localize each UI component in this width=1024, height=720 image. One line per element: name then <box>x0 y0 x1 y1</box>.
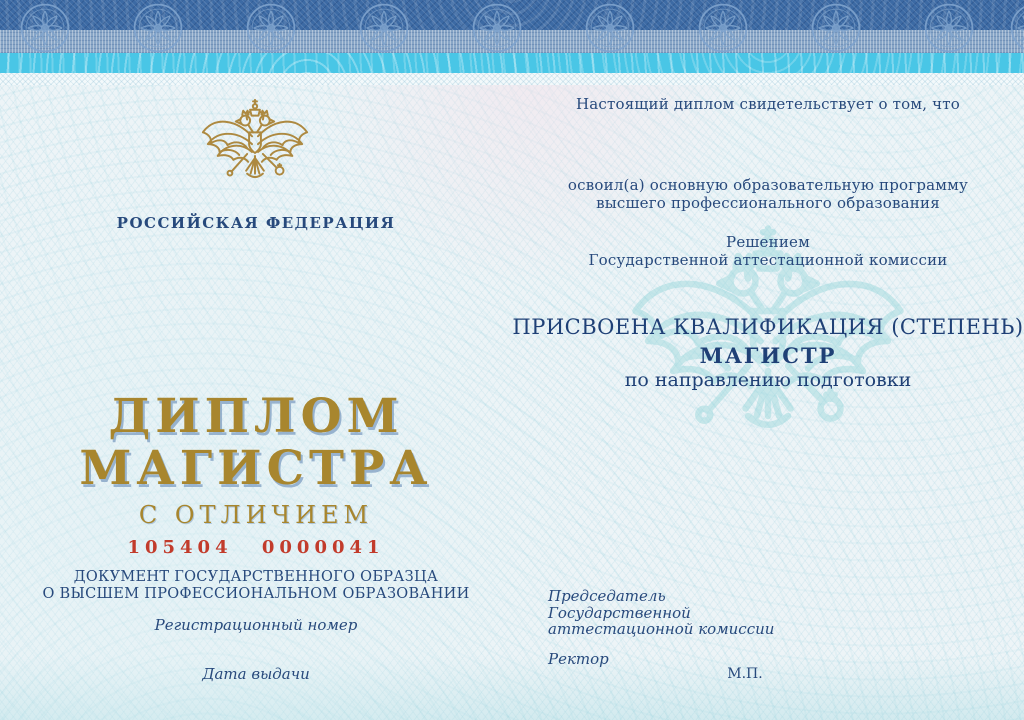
program-line1: освоил(а) основную образовательную программу <box>567 176 969 194</box>
doc-type-line2: О ВЫСШЕМ ПРОФЕССИОНАЛЬНОМ ОБРАЗОВАНИИ <box>42 586 470 602</box>
statement-line: Настоящий диплом свидетельствует о том, что <box>575 95 961 113</box>
diploma-title-line2: МАГИСТРА <box>79 441 433 496</box>
diploma-title-line1: ДИПЛОМ <box>108 389 404 444</box>
registration-number-label: Регистрационный номер <box>154 616 358 634</box>
rosette-ornament-band <box>0 0 1024 60</box>
issue-date-label: Дата выдачи <box>202 665 310 683</box>
rector-label: Ректор <box>548 650 609 668</box>
serial-number: 105404 0000041 <box>127 537 385 558</box>
decision-line2: Государственной аттестационной комиссии <box>588 251 948 269</box>
russia-coat-of-arms-icon <box>196 96 314 208</box>
doc-type-line1: ДОКУМЕНТ ГОСУДАРСТВЕННОГО ОБРАЗЦА <box>73 569 439 585</box>
program-line2: высшего профессионального образования <box>596 194 940 212</box>
chairman-label-line1: Председатель <box>548 587 666 605</box>
chairman-label-line2: Государственной <box>548 604 691 622</box>
honors-line: С ОТЛИЧИЕМ <box>138 501 374 529</box>
chairman-label-line3: аттестационной комиссии <box>548 620 775 638</box>
degree-name: МАГИСТР <box>699 343 837 368</box>
seal-label: М.П. <box>727 666 763 682</box>
field-of-study-label: по направлению подготовки <box>624 369 912 391</box>
qualification-heading: ПРИСВОЕНА КВАЛИФИКАЦИЯ (СТЕПЕНЬ) <box>512 315 1024 339</box>
country-name: РОССИЙСКАЯ ФЕДЕРАЦИЯ <box>116 214 396 232</box>
decision-line1: Решением <box>726 233 810 251</box>
top-border-pale-band <box>0 73 1024 85</box>
